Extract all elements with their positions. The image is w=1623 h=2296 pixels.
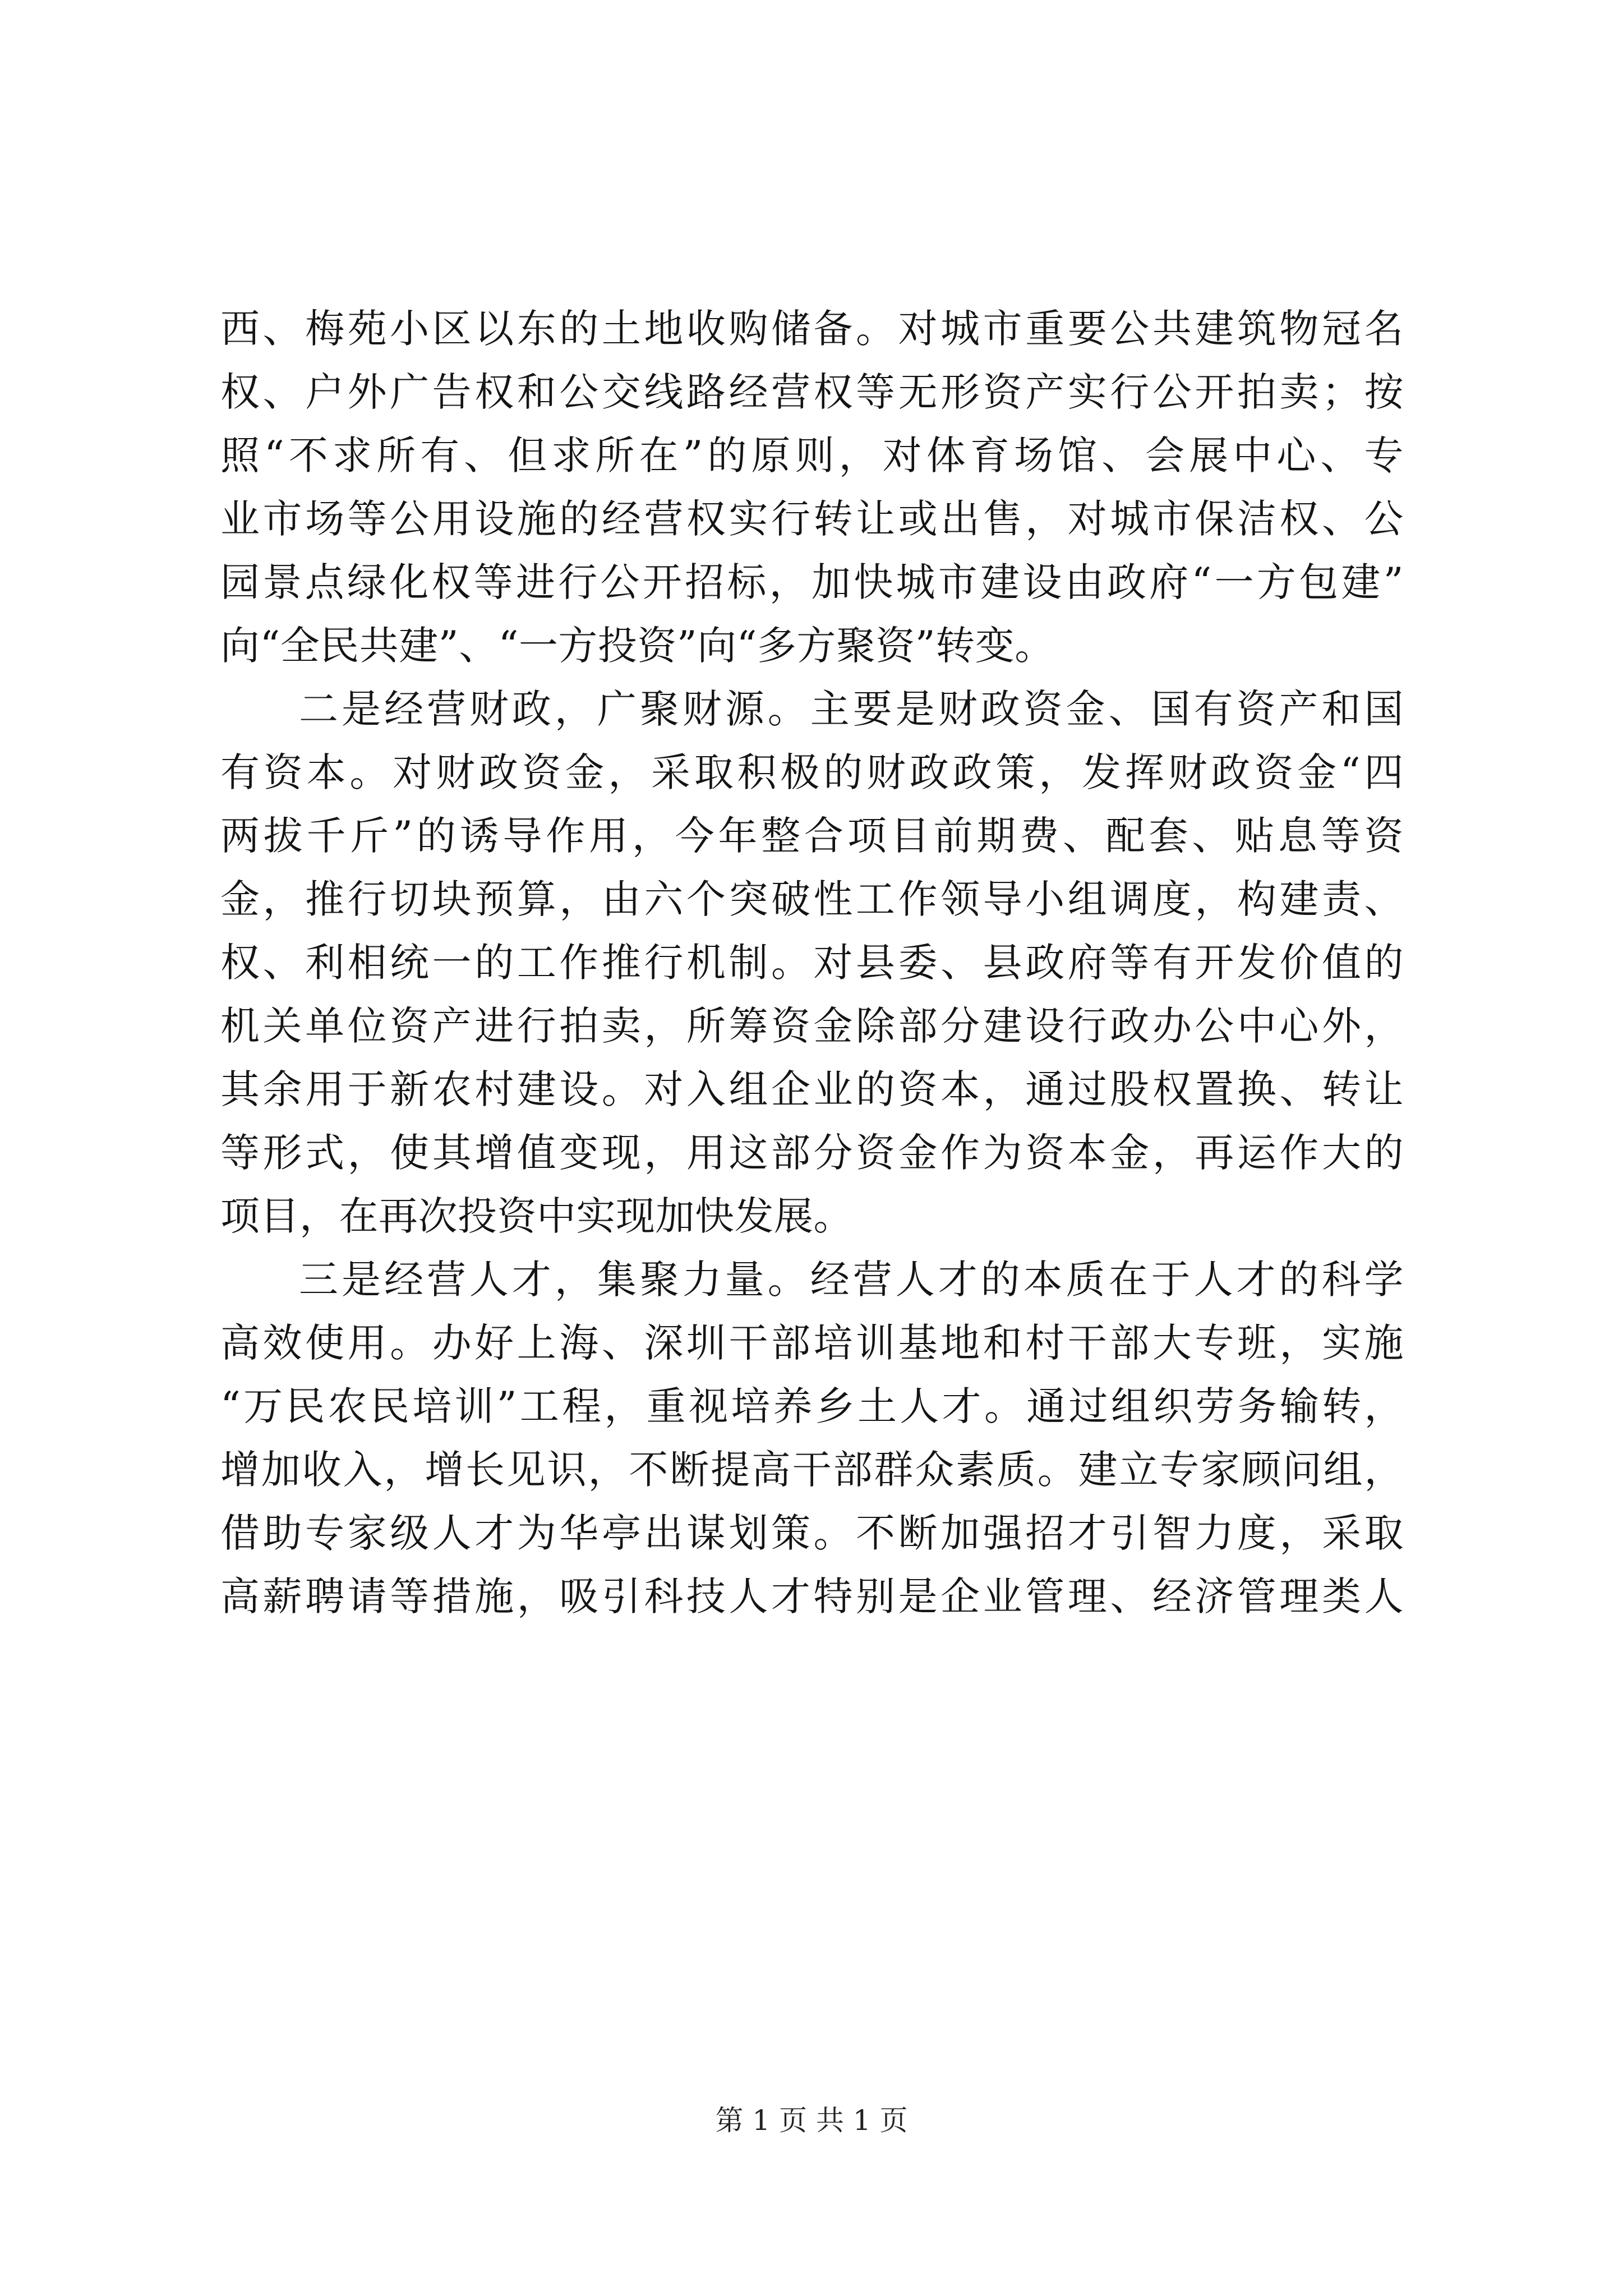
text-line: 项目，在再次投资中实现加快发展。 — [220, 1193, 853, 1239]
text-line: 金，推行切块预算，由六个突破性工作领导小组调度，构建责、 — [220, 876, 1404, 922]
text-line: 两拔千斤”的诱导作用，今年整合项目前期费、配套、贴息等资 — [220, 813, 1404, 859]
text-line: 业市场等公用设施的经营权实行转让或出售，对城市保洁权、公 — [220, 496, 1404, 542]
text-line: 有资本。对财政资金，采取积极的财政政策，发挥财政资金“四 — [220, 749, 1404, 795]
text-line: 权、户外广告权和公交线路经营权等无形资产实行公开拍卖；按 — [220, 369, 1404, 415]
text-line: 其余用于新农村建设。对入组企业的资本，通过股权置换、转让 — [220, 1066, 1404, 1112]
text-line: 园景点绿化权等进行公开招标，加快城市建设由政府“一方包建” — [220, 559, 1404, 605]
text-line: 高效使用。办好上海、深圳干部培训基地和村干部大专班，实施 — [220, 1320, 1404, 1366]
text-line: 借助专家级人才为华亭出谋划策。不断加强招才引智力度，采取 — [220, 1510, 1404, 1556]
page-footer: 第 1 页 共 1 页 — [715, 2104, 908, 2137]
paragraph-first-line: 三是经营人才，集聚力量。经营人才的本质在于人才的科学 — [299, 1257, 1404, 1303]
text-line: 增加收入，增长见识，不断提高干部群众素质。建立专家顾问组， — [220, 1447, 1404, 1493]
text-line: “万民农民培训”工程，重视培养乡土人才。通过组织劳务输转， — [220, 1383, 1404, 1429]
text-line: 权、利相统一的工作推行机制。对县委、县政府等有开发价值的 — [220, 940, 1404, 986]
text-line: 西、梅苑小区以东的土地收购储备。对城市重要公共建筑物冠名 — [220, 306, 1404, 352]
body-text — [220, 297, 1404, 1628]
text-line: 向“全民共建”、“一方投资”向“多方聚资”转变。 — [220, 623, 1054, 669]
text-line: 等形式，使其增值变现，用这部分资金作为资本金，再运作大的 — [220, 1130, 1404, 1176]
text-line: 高薪聘请等措施，吸引科技人才特别是企业管理、经济管理类人 — [220, 1573, 1404, 1619]
paragraph-first-line: 二是经营财政，广聚财源。主要是财政资金、国有资产和国 — [299, 686, 1404, 732]
text-line: 机关单位资产进行拍卖，所筹资金除部分建设行政办公中心外， — [220, 1003, 1404, 1049]
text-line: 照“不求所有、但求所在”的原则，对体育场馆、会展中心、专 — [220, 432, 1404, 478]
